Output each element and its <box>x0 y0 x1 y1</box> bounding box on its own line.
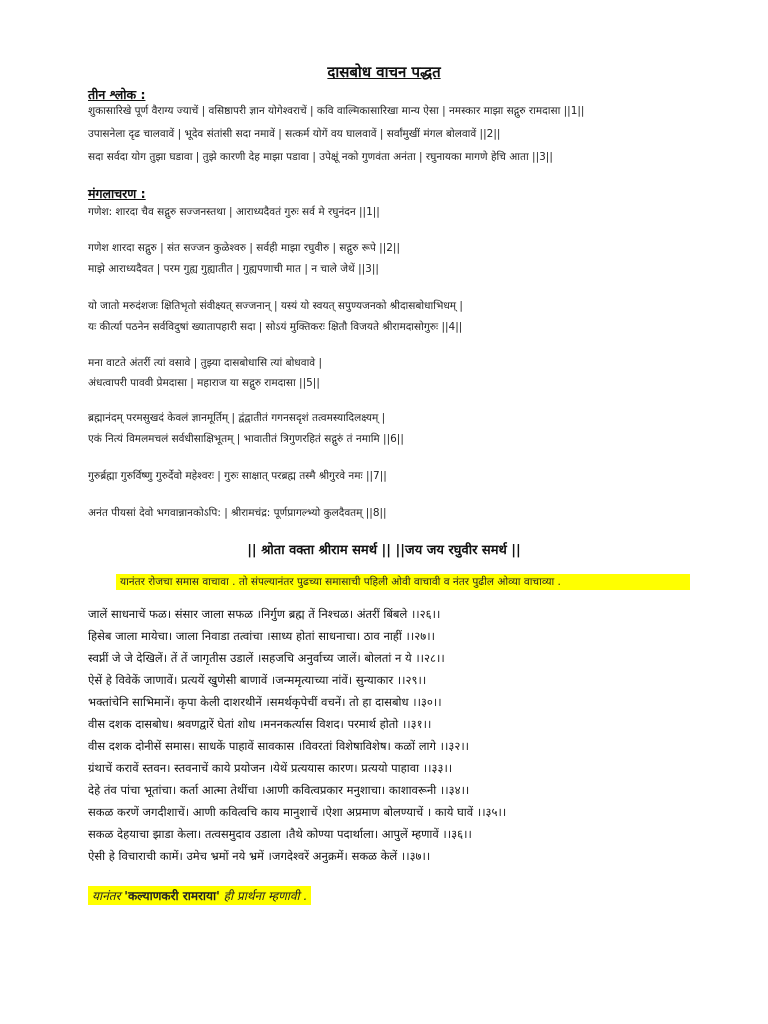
ovi-line: भक्तांचेनि साभिमानें। कृपा केली दाशरथीनें ।समर्थकृपेचीं वचनें। तो हा दासबोध ।।३०।। <box>88 695 442 709</box>
ovi-line: स्वप्नीं जे जे देखिलें। तें तें जागृतीस उडालें ।सहजचि अनुर्वाच्य जालें। बोलतां न ये ।।२८।। <box>88 651 445 665</box>
mangalacharan-line: अंधत्वापरी पाववी प्रेमदासा | महाराज या सद्गुरु रामदासा ||5|| <box>88 377 320 389</box>
mangalacharan-line: गुरुर्ब्रह्मा गुरुर्विष्णु गुरुर्देवो महेश्वरः | गुरुः साक्षात् परब्रह्म तस्मै श्रीगुरवे नमः ||7|| <box>88 470 387 482</box>
mangalacharan-line: यः कीर्त्या पठनेन सर्वविदुषां ख्यातापहारी सदा | सोऽयं मुक्तिकरः क्षितौ विजयते श्रीरामदासोगुरुः ||4|| <box>88 321 463 333</box>
mangalacharan-line: गणेश: शारदा चैव सद्गुरु सज्जनस्तथा | आराध्यदैवतं गुरुः सर्व मे रघुनंदन ||1|| <box>88 206 380 218</box>
ovi-line: हिसेब जाला मायेचा। जाला निवाडा तत्वांचा ।साध्य होतां साधनाचा। ठाव नाहीं ।।२७।। <box>88 629 435 643</box>
closing-instruction <box>88 886 311 905</box>
mangalacharan-line: एकं नित्यं विमलमचलं सर्वधीसाक्षिभूतम् | भावातीतं त्रिगुणरहितं सद्गुरुं तं नमामि ||6|| <box>88 433 404 445</box>
mangalacharan-line: माझे आराध्यदैवत | परम गुह्य गुह्यातीत | गुह्यपणाची मात | न चाले जेथें ||3|| <box>88 263 379 275</box>
ovi-line: देहे तंव पांचा भूतांचा। कर्ता आत्मा तेथींचा ।आणी कवित्वप्रकार मनुशाचा। काशावरूनी ।।३४।। <box>88 783 470 797</box>
ovi-line: ग्रंथाचें करावें स्तवन। स्तवनाचें काये प्रयोजन ।येथें प्रत्ययास कारण। प्रत्ययो पाहावा ।।३३।। <box>88 761 453 775</box>
page-title: दासबोध वाचन पद्धत <box>327 63 441 81</box>
ovi-line: ऐसी हे विचाराची कामें। उमेच भ्रमों नये भ्रमें ।जगदेश्वरें अनुक्रमें। सकळ केलें ।।३७।। <box>88 849 431 863</box>
shrota-vakta-banner: || श्रोता वक्ता श्रीराम समर्थ || ||जय जय रघुवीर समर्थ || <box>247 543 521 558</box>
ovi-line: सकळ देहयाचा झाडा केला। तत्वसमुदाव उडाला ।तैथे कोण्या पदार्थाला। आपुलें म्हणावें ।।३६।। <box>88 827 472 841</box>
ovi-line: जालें साधनाचें फळ। संसार जाला सफळ ।निर्गुण ब्रह्म तें निश्चळ। अंतरीं बिंबले ।।२६।। <box>88 607 441 621</box>
ovi-line: सकळ करणें जगदीशाचें। आणी कवित्वचि काय मानुशाचें ।ऐशा अप्रमाण बोलण्याचें । काये घावें ।।३५।। <box>88 805 507 819</box>
closing-suffix: ही प्रार्थना म्हणावी . <box>219 889 308 903</box>
mangalacharan-line: ब्रह्मानंदम् परमसुखदं केवलं ज्ञानमूर्तिम् | द्वंद्वातीतं गगनसदृशं तत्वमस्यादिलक्ष्यम् | <box>88 412 386 424</box>
section-heading-mangalacharan: मंगलाचरण : <box>88 186 146 201</box>
mangalacharan-line: मना वाटते अंतरीं त्यां वसावे | तुझ्या दासबोधासि त्यां बोधवावे | <box>88 357 323 369</box>
shlok-line: उपासनेला दृढ चालवावें | भूदेव संतांसी सदा नमावें | सत्कर्म योगें वय घालवावें | सर्वांमुखीं मंगल बोलवावें ||2|| <box>88 128 501 140</box>
mangalacharan-line: अनंत पीयसां देवो भगवान्नानकोऽपि: | श्रीरामचंद्र: पूर्णप्रागल्भ्यो कुलदैवतम् ||8|| <box>88 507 387 519</box>
mangalacharan-line: यो जातो मरुदंशजः क्षितिभृतो संवीक्ष्यत् सज्जनान् | यस्यं यो स्वयत् सपुण्यजनको श्रीदासबोधाभिधम् | <box>88 300 463 312</box>
shlok-line: शुकासारिखे पूर्ण वैराग्य ज्याचें | वसिष्ठापरी ज्ञान योगेश्वराचें | कवि वाल्मिकासारिखा मान्य ऐसा | नमस्कार माझा सद्गुरु रामदासा ||1|| <box>88 105 585 117</box>
ovi-line: वीस दशक दासबोध। श्रवणद्वारें घेतां शोध ।मननकर्त्यास विशद। परमार्थ होतो ।।३१।। <box>88 717 432 731</box>
closing-quoted-title: 'कल्याणकरी रामराया' <box>124 889 220 903</box>
highlighted-instruction: यानंतर रोजचा समास वाचावा . तो संपल्यानंतर पुढच्या समासाची पहिली ओवी वाचावी व नंतर पुढील ओव्या वाचाव्या . <box>116 574 690 590</box>
ovi-line: वीस दशक दोनीसें समास। साधकें पाहावें सावकास ।विवरतां विशेषाविशेष। कळों लागे ।।३२।। <box>88 739 470 753</box>
mangalacharan-line: गणेश शारदा सद्गुरु | संत सज्जन कुळेश्वरु | सर्वही माझा रघुवीरु | सद्गुरु रूपे ||2|| <box>88 242 400 254</box>
closing-prefix: यानंतर <box>92 889 125 903</box>
shlok-line: सदा सर्वदा योग तुझा घडावा | तुझे कारणी देह माझा पडावा | उपेक्षूं नको गुणवंता अनंता | रघुनायका मागणे हेचि आता ||3|| <box>88 151 553 163</box>
section-heading-teen-shlok: तीन श्लोक : <box>88 87 146 102</box>
ovi-line: ऐसें हे विवेकें जाणावें। प्रत्ययें खुणेसी बाणावें ।जन्ममृत्याच्या नांवें। सुन्याकार ।।२९।। <box>88 673 427 687</box>
